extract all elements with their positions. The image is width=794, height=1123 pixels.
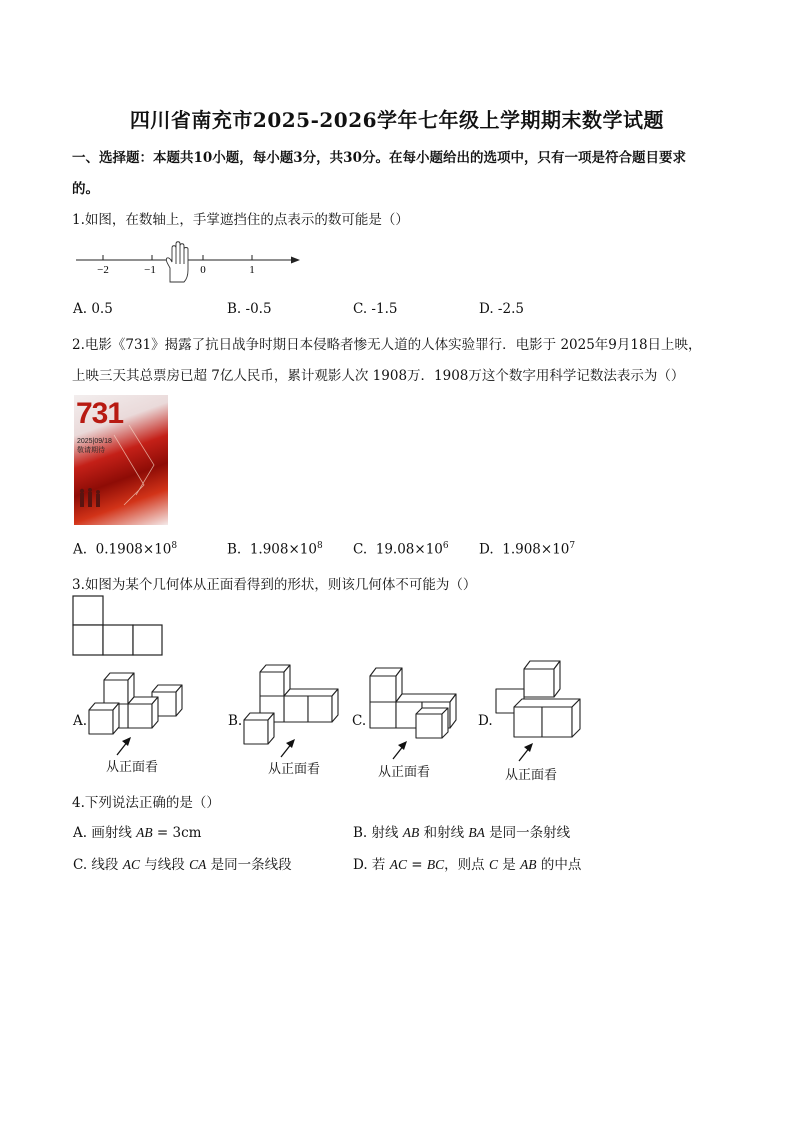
q1-option-c[interactable]: C. -1.5 [353,301,398,317]
page-title: 四川省南充市2025-2026学年七年级上学期期末数学试题 [129,108,665,132]
q1-option-a[interactable]: A. 0.5 [73,301,113,317]
tick-label: 1 [249,264,255,276]
q3-option-c-figure[interactable] [366,660,462,742]
section-header-line1: 一、选择题：本题共10小题，每小题3分，共30分。在每小题给出的选项中，只有一项是符合题目要求 [72,150,686,166]
q3-option-c-label[interactable]: C. [352,713,367,729]
q2-option-b[interactable]: B. $1.908\times 10^8$ [227,541,323,558]
tick-label: 0 [200,264,206,276]
poster-date: 2025|09/18 敬请期待 [77,438,112,454]
movie-poster-image [74,395,168,525]
q3-option-d-figure[interactable] [494,659,586,743]
q3-stem: 3.如图为某个几何体从正面看得到的形状，则该几何体不可能为（） [72,577,477,593]
q2-option-c[interactable]: C. $19.08\times 10^6$ [353,541,449,558]
q1-number-line [72,238,304,284]
q1-stem: 1.如图，在数轴上，手掌遮挡住的点表示的数可能是（） [72,212,409,228]
poster-figures-icon [74,395,168,525]
q3-caption-b: 从正面看 [268,762,321,777]
q2-stem-line1: 2.电影《731》揭露了抗日战争时期日本侵略者惨无人道的人体实验罪行．电影于 2025年9月18日上映， [72,337,702,353]
q2-option-d[interactable]: D. $1.908\times 10^7$ [479,541,576,558]
view-arrow-icon [278,738,298,760]
view-arrow-icon [114,736,134,758]
section-header-line2: 的。 [72,181,99,197]
view-arrow-icon [390,740,410,762]
q4-option-a[interactable]: A. 画射线 AB = 3cm [73,825,202,841]
q3-caption-d: 从正面看 [505,768,558,783]
q3-front-view-figure [72,595,164,657]
q3-caption-a: 从正面看 [106,760,159,775]
hand-icon [166,242,188,282]
q4-option-c[interactable]: C. 线段 AC 与线段 CA 是同一条线段 [73,857,292,873]
q4-option-d[interactable]: D. 若 AC = BC，则点 C 是 AB 的中点 [353,857,582,873]
q1-option-d[interactable]: D. -2.5 [479,301,524,317]
tick-label: −1 [144,264,156,276]
q4-option-b[interactable]: B. 射线 AB 和射线 BA 是同一条射线 [353,825,571,841]
q3-caption-c: 从正面看 [378,765,431,780]
view-arrow-icon [516,742,536,764]
q2-stem-line2: 上映三天其总票房已超 7亿人民币，累计观影人次 1908万．1908万这个数字用科学记数法表示为（） [72,368,685,384]
q3-option-b-figure[interactable] [240,662,352,748]
poster-title: 731 [76,397,124,430]
q3-option-a-label[interactable]: A. [73,713,88,729]
q1-option-b[interactable]: B. -0.5 [227,301,272,317]
q3-option-d-label[interactable]: D. [478,713,493,729]
tick-label: −2 [97,264,109,276]
q2-option-a[interactable]: A. $0.1908\times 10^8$ [73,541,178,558]
q4-stem: 4.下列说法正确的是（） [72,795,220,811]
q3-option-b-label[interactable]: B. [228,713,243,729]
q3-option-a-figure[interactable] [86,662,190,740]
